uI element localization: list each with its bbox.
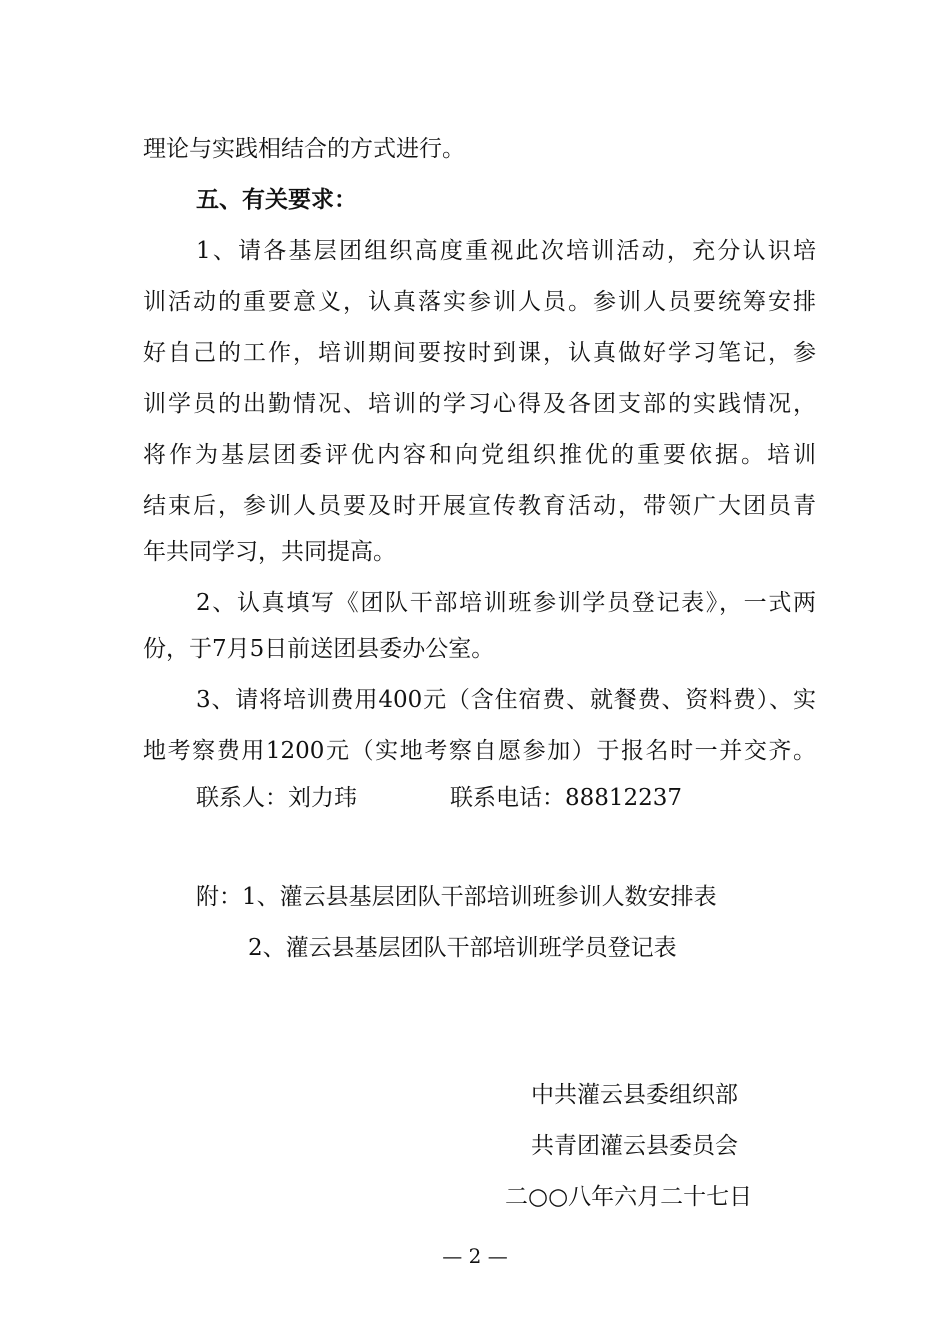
paragraph-line: 将作为基层团委评优内容和向党组织推优的重要依据。培训 [143, 442, 816, 468]
signature-org-2: 共青团灌云县委员会 [531, 1133, 738, 1159]
paragraph-line: 1、请各基层团组织高度重视此次培训活动，充分认识培 [196, 238, 816, 264]
contact-phone: 联系电话：88812237 [450, 785, 683, 811]
paragraph-line: 结束后，参训人员要及时开展宣传教育活动，带领广大团员青 [143, 493, 816, 519]
page-number: — 2 — [442, 1244, 508, 1268]
paragraph-line: 年共同学习，共同提高。 [143, 539, 396, 565]
paragraph-line: 3、请将培训费用400元（含住宿费、就餐费、资料费）、实 [196, 687, 816, 713]
section-heading: 五、有关要求： [196, 186, 357, 213]
paragraph-line: 训活动的重要意义，认真落实参训人员。参训人员要统筹安排 [143, 289, 816, 315]
contact-person: 联系人：刘力玮 [196, 785, 357, 811]
continued-text: 理论与实践相结合的方式进行。 [143, 136, 465, 162]
signature-org-1: 中共灌云县委组织部 [531, 1082, 738, 1108]
paragraph-line: 好自己的工作，培训期间要按时到课，认真做好学习笔记，参 [143, 340, 816, 366]
attachment-item: 附：1、灌云县基层团队干部培训班参训人数安排表 [196, 884, 717, 910]
paragraph-line: 训学员的出勤情况、培训的学习心得及各团支部的实践情况， [143, 391, 816, 417]
paragraph-line: 2、认真填写《团队干部培训班参训学员登记表》，一式两 [196, 590, 816, 616]
paragraph-line: 地考察费用1200元（实地考察自愿参加）于报名时一并交齐。 [143, 738, 816, 764]
paragraph-line: 份，于7月5日前送团县委办公室。 [143, 636, 495, 662]
attachment-item: 2、灌云县基层团队干部培训班学员登记表 [248, 935, 677, 961]
signature-date: 二○○八年六月二十七日 [505, 1184, 753, 1210]
